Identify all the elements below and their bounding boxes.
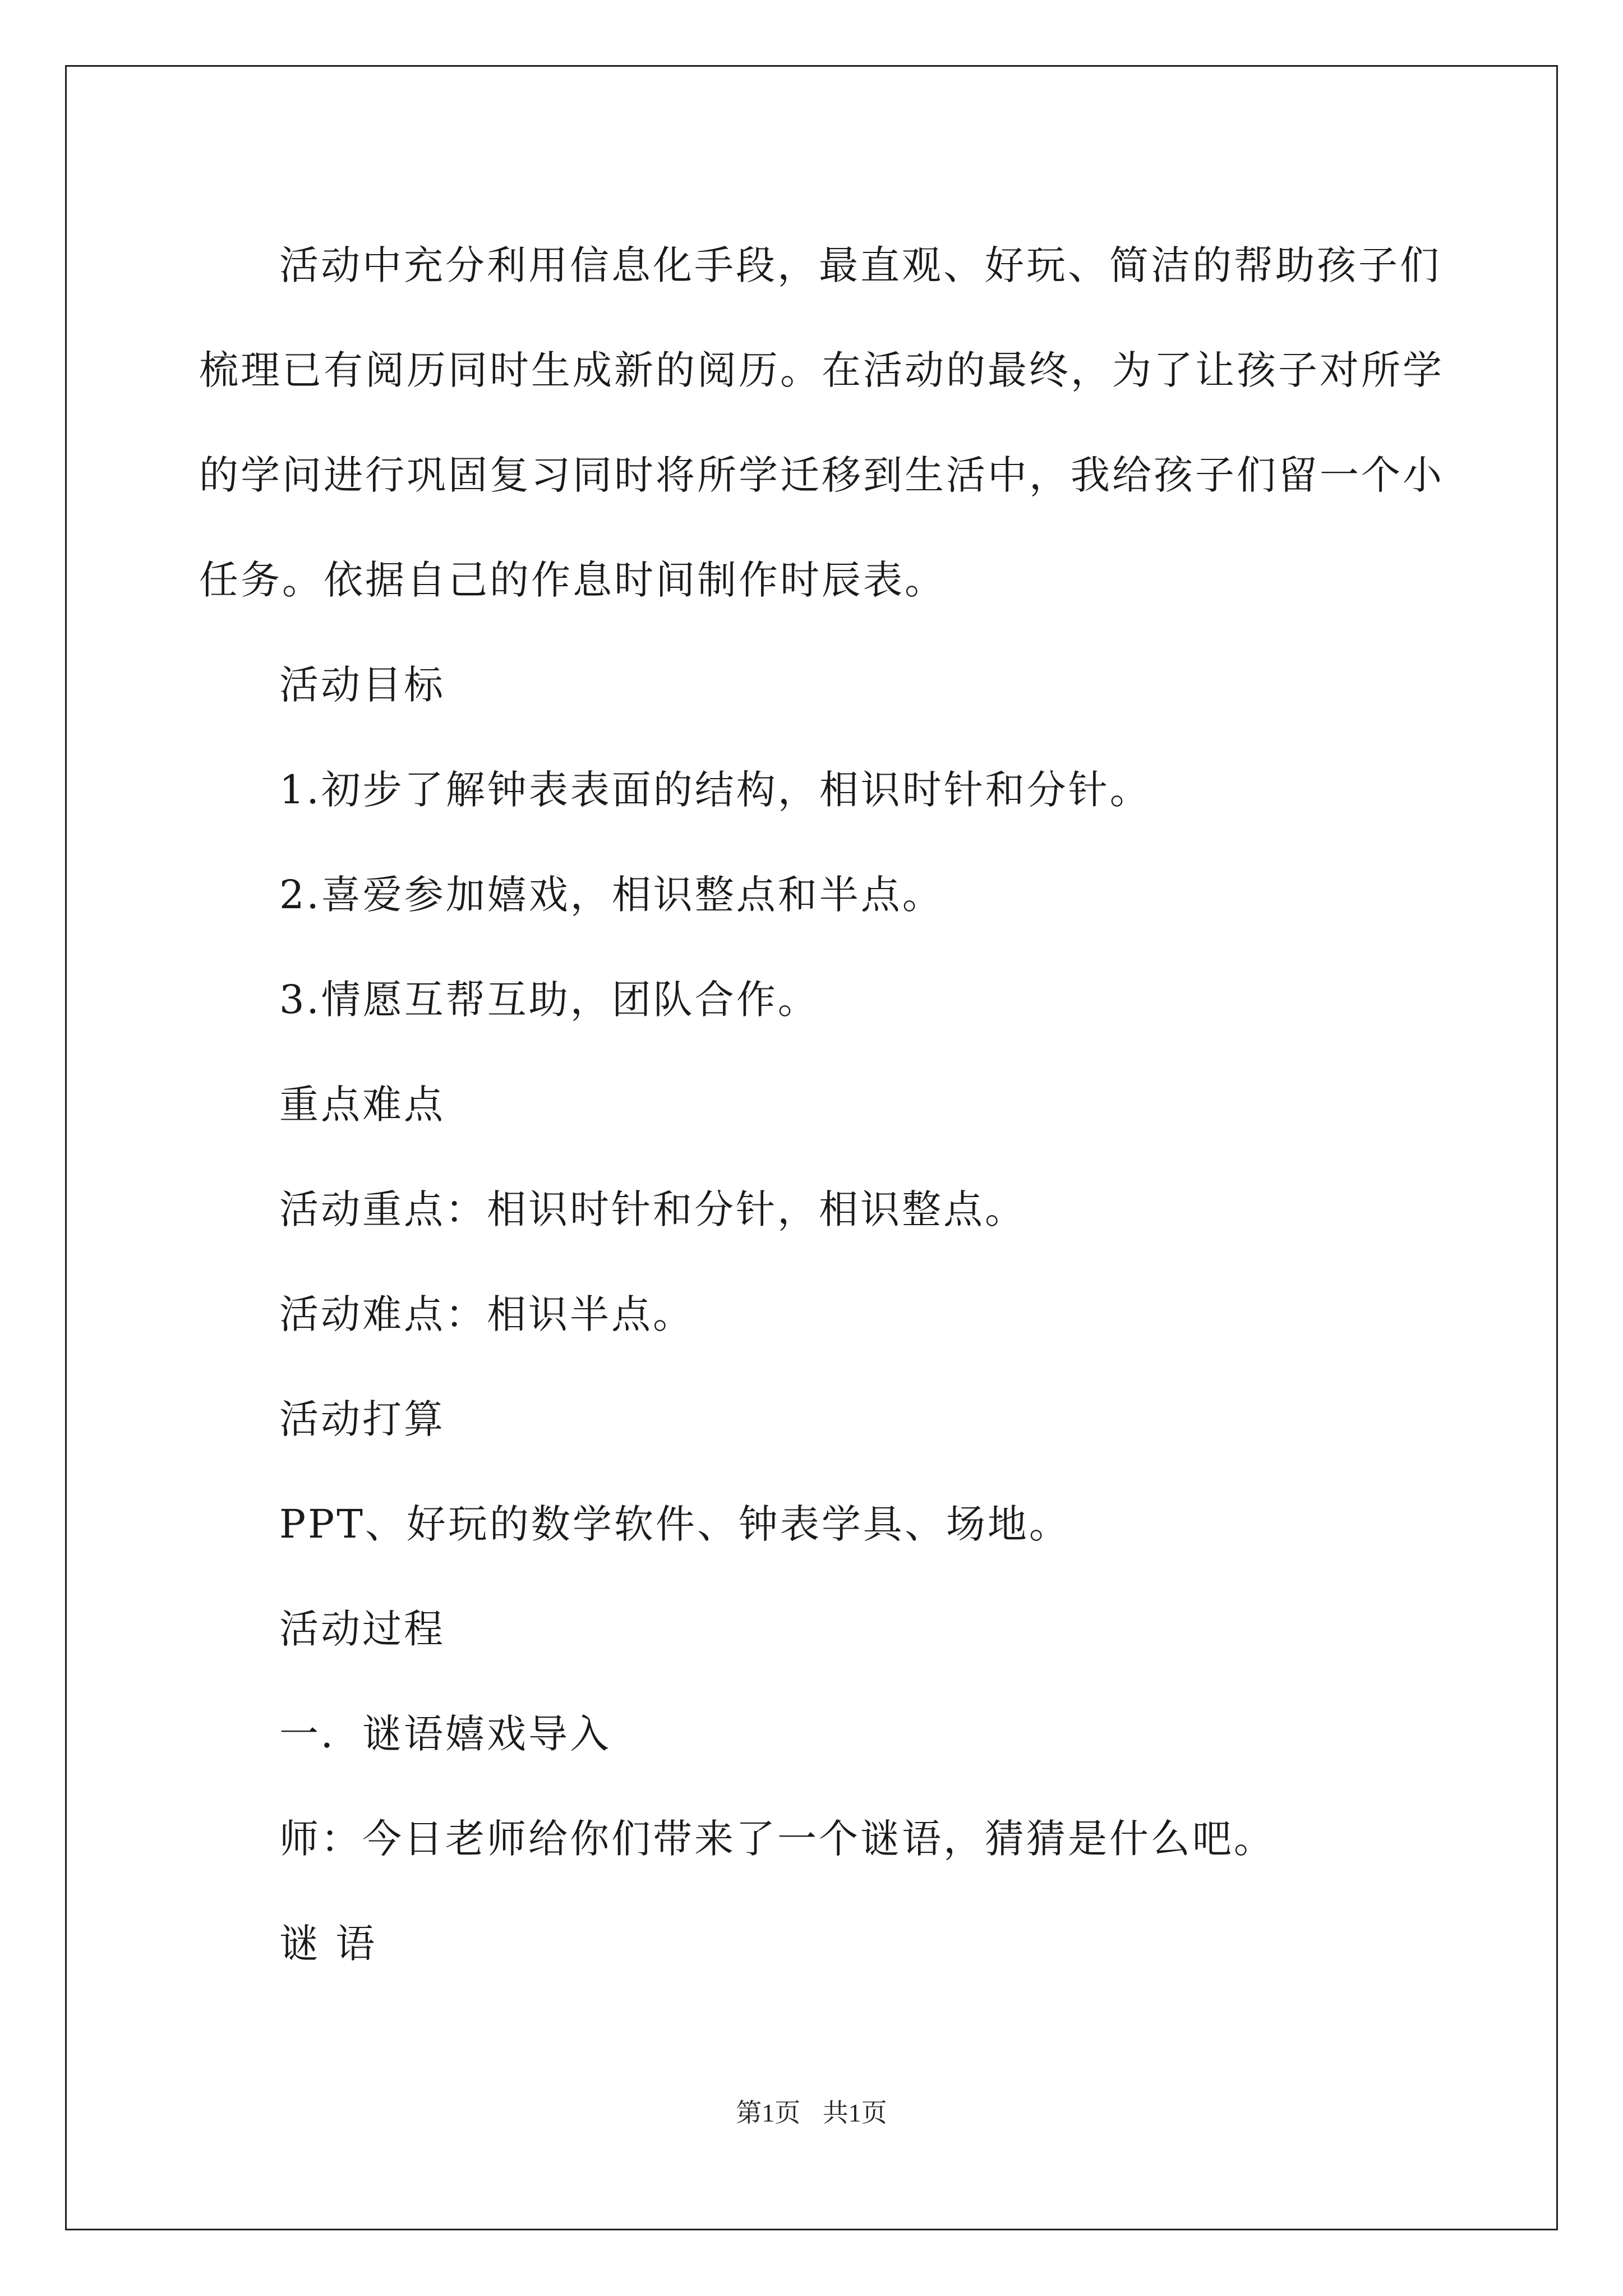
goal-item-3: 3.情愿互帮互助，团队合作。: [279, 977, 819, 1023]
riddle-heading: 谜 语: [279, 1921, 377, 1967]
intro-line-2: 梳理已有阅历同时生成新的阅历。在活动的最终，为了让孩子对所学: [199, 347, 1444, 393]
key-point-focus: 活动重点：相识时针和分针，相识整点。: [279, 1186, 1026, 1232]
page-total: 共1页: [822, 2099, 887, 2127]
intro-line-1: 活动中充分利用信息化手段，最直观、好玩、简洁的帮助孩子们: [279, 242, 1441, 288]
goal-item-2: 2.喜爱参加嬉戏，相识整点和半点。: [279, 872, 944, 918]
page-footer: [0, 2092, 1623, 2129]
preparation-materials: PPT、好玩的数学软件、钟表学具、场地。: [279, 1501, 1071, 1547]
teacher-dialogue: 师：今日老师给你们带来了一个谜语，猜猜是什么吧。: [279, 1816, 1275, 1862]
heading-key-points: 重点难点: [279, 1082, 445, 1128]
key-point-difficulty: 活动难点：相识半点。: [279, 1291, 694, 1337]
goal-item-1: 1.初步了解钟表表面的结构，相识时针和分针。: [279, 767, 1151, 813]
intro-line-3: 的学问进行巩固复习同时将所学迁移到生活中，我给孩子们留一个小: [199, 452, 1444, 498]
process-step-1: 一．谜语嬉戏导入: [279, 1711, 611, 1757]
intro-line-4: 任务。依据自己的作息时间制作时辰表。: [199, 557, 946, 603]
heading-activity-goals: 活动目标: [279, 662, 445, 708]
heading-activity-process: 活动过程: [279, 1606, 445, 1652]
heading-preparation: 活动打算: [279, 1396, 445, 1442]
page-number: 第1页: [736, 2099, 801, 2127]
